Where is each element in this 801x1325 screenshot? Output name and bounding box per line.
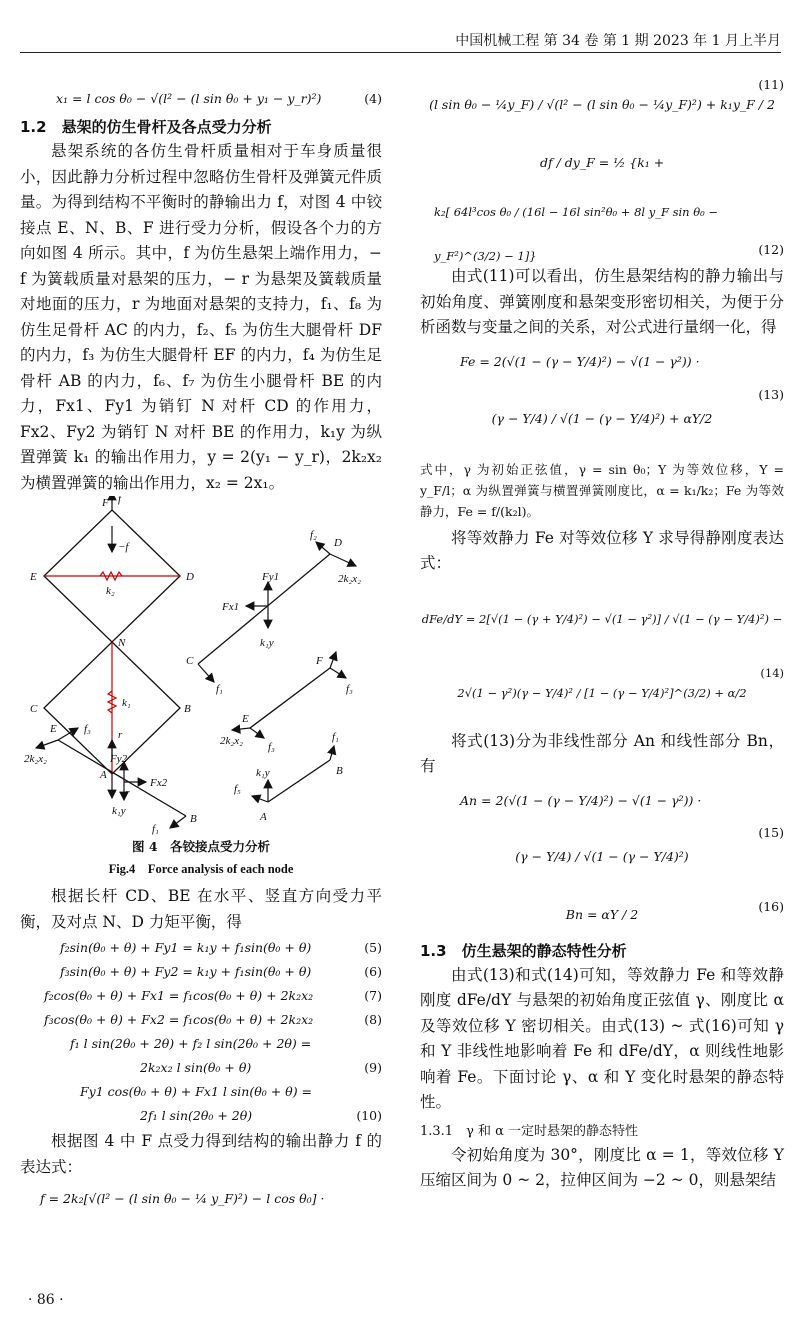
equation-14-line-1: dFe/dY = 2[√(1 − (γ + Y/4)²) − √(1 − γ²)] / √(1 − (γ − Y/4)²) −: [421, 611, 783, 626]
subsection-heading-1-3-1: 1.3.1 γ 和 α 一定时悬架的静态特性: [420, 1123, 639, 1139]
equation-12-line-1: df / dy_F = ½ {k₁ +: [540, 155, 665, 170]
figure-label: k₁y: [260, 637, 274, 649]
figure-label: f₃: [84, 723, 91, 735]
figure-label: C: [30, 703, 38, 715]
equation-5: f₂sin(θ₀ + θ) + Fy1 = k₁y + f₁sin(θ₀ + θ) (5): [60, 940, 382, 955]
figure-label: f₂: [310, 529, 317, 541]
equation-14-line-2: 2√(1 − γ²)(γ − Y/4)² / [1 − (γ − Y/4)²]^(3/2) + α/2 (14): [457, 665, 784, 700]
paragraph-definitions: 式中，γ 为初始正弦值，γ = sin θ₀；Y 为等效位移，Y = y_F/l；α 为纵置弹簧与横置弹簧刚度比，α = k₁/k₂；Fe 为等效静力，Fe = f/(k₂l)。: [420, 461, 784, 519]
paragraph: 根据长杆 CD、BE 在水平、竖直方向受力平衡，及对点 N、D 力矩平衡，得: [20, 887, 382, 931]
figure-label: f₁: [332, 731, 339, 743]
paragraph: 由式(11)可以看出，仿生悬架结构的静力输出与初始角度、弹簧刚度和悬架变形密切相关，为便于分析函数与变量之间的关系，对公式进行量纲一化，得: [420, 267, 784, 336]
figure-label: C: [186, 655, 194, 667]
figure-label: f₃: [346, 683, 353, 695]
equation-15-line-1: An = 2(√(1 − (γ − Y/4)²) − √(1 − γ²)) ·: [460, 792, 702, 808]
page-number: · 86 ·: [28, 1292, 64, 1308]
equation-11: (l sin θ₀ − ¼y_F) / √(l² − (l sin θ₀ − ¼y_F)²) + k₁y_F / 2 (11): [429, 77, 784, 112]
equation-12-line-2: k₂[ 64l³cos θ₀ / (16l − 16l sin²θ₀ + 8l y_F sin θ₀ − y_F²)^(3/2) − 1]}: [434, 205, 719, 263]
figure-4-force-diagram: [20, 496, 382, 836]
figure-label: 2k₂x₂: [220, 735, 243, 747]
left-column: [20, 86, 382, 1212]
figure-label: E: [242, 713, 249, 725]
equation-10-line-2: 2f₁ l sin(2θ₀ + 2θ) (10): [140, 1108, 382, 1123]
figure-label: B: [336, 765, 343, 777]
figure-label: B: [190, 813, 197, 825]
figure-caption-cn: 图 4 各铰接点受力分析: [131, 839, 271, 854]
figure-label: f₁: [152, 823, 159, 835]
section-heading-1-2: 1.2 悬架的仿生骨杆及各点受力分析: [20, 118, 272, 136]
figure-label: Fx2: [150, 777, 168, 789]
figure-label: D: [334, 537, 342, 549]
equation-12-number: (12): [758, 242, 784, 257]
figure-label: A: [100, 769, 107, 781]
equation-15-line-2: (γ − Y/4) / √(1 − (γ − Y/4)²) (15): [515, 824, 784, 864]
figure-label: Fx1: [222, 601, 240, 613]
figure-label: 2k₂x₂: [338, 573, 361, 585]
figure-label: F: [102, 497, 109, 509]
figure-label: B: [184, 703, 191, 715]
figure-label: k₂: [106, 585, 115, 597]
paragraph: 由式(13)和式(14)可知，等效静力 Fe 和等效静刚度 dFe/dY 与悬架的初始角度正弦值 γ、刚度比 α 及等效位移 Y 密切相关。由式(13) ~ 式(16)可知 γ 和 Y 非线性地影响着 Fe 和 dFe/dY，α 则线性地影响着 Fe。下面讨论 γ、α 和 Y 变化时悬架的静态特性。: [420, 965, 784, 1111]
equation-9-line-1: f₁ l sin(2θ₀ + 2θ) + f₂ l sin(2θ₀ + 2θ) =: [70, 1036, 312, 1051]
equation-13-line-1: Fe = 2(√(1 − (γ − Y/4)²) − √(1 − γ²)) ·: [460, 353, 700, 369]
paragraph: 悬架系统的各仿生骨杆质量相对于车身质量很小，因此静力分析过程中忽略仿生骨杆及弹簧元件质量。为得到结构不平衡时的静输出力 f，对图 4 中铰接点 E、N、B、F 进行受力分析，假设各个力的方向如图 4 所示。其中，f 为仿生悬架上端作用力，− f 为簧载质量对悬架的压力，− r 为悬架及簧载质量对地面的压力，r 为地面对悬架的支持力，f₁、f₈ 为仿生足骨杆 AC 的内力，f₂、f₅ 为仿生大腿骨杆 DF 的内力，f₃ 为仿生大腿骨杆 EF 的内力，f₄ 为仿生足骨杆 AB 的内力，f₆、f₇ 为仿生小腿骨杆 BE 的内力，Fx1、Fy1 为销钉 N 对杆 CD 的作用力，Fx2、Fy2 为销钉 N 对杆 BE 的作用力，k₁y 为纵置弹簧 k₁ 的输出作用力，y = 2(y₁ − y_r)，2k₂x₂ 为横置弹簧的输出作用力，x₂ = 2x₁。: [20, 142, 382, 492]
paragraph: 将式(13)分为非线性部分 An 和线性部分 Bn，有: [420, 731, 784, 775]
equation-8: f₃cos(θ₀ + θ) + Fx2 = f₁cos(θ₀ + θ) + 2k₂x₂ (8): [44, 1012, 382, 1027]
equation-4: x₁ = l cos θ₀ − √(l² − (l sin θ₀ + y₁ − y_r)²) (4): [56, 91, 382, 106]
equation-6: f₃sin(θ₀ + θ) + Fy2 = k₁y + f₁sin(θ₀ + θ) (6): [60, 964, 382, 979]
figure-label: Fy1: [262, 571, 280, 583]
equation-16: Bn = αY / 2 (16): [565, 898, 784, 922]
section-heading-1-3: 1.3 仿生悬架的静态特性分析: [420, 941, 627, 960]
figure-label: A: [260, 811, 267, 823]
figure-label: f₃: [268, 741, 275, 753]
figure-label: f: [118, 496, 122, 505]
paragraph: 令初始角度为 30°，刚度比 α = 1，等效位移 Y 压缩区间为 0 ~ 2，拉伸区间为 −2 ~ 0，则悬架结: [420, 1145, 784, 1189]
equation-9-line-2: 2k₂x₂ l sin(θ₀ + θ) (9): [140, 1060, 382, 1075]
figure-label: f₅: [234, 783, 241, 795]
figure-label: k₁y: [112, 805, 126, 817]
figure-caption-en: Fig.4 Force analysis of each node: [108, 862, 294, 876]
figure-label: F: [316, 655, 323, 667]
paragraph: 将等效静力 Fe 对等效位移 Y 求导得静刚度表达式：: [420, 528, 784, 572]
equation-10-line-1: Fy1 cos(θ₀ + θ) + Fx1 l sin(θ₀ + θ) =: [80, 1084, 313, 1099]
figure-label: D: [186, 571, 194, 583]
figure-label: −f: [118, 541, 129, 553]
figure-label: E: [50, 723, 57, 735]
equation-13-line-2: (γ − Y/4) / √(1 − (γ − Y/4)²) + αY/2 (13): [491, 386, 784, 426]
figure-label: E: [30, 571, 37, 583]
figure-label: Fy2: [110, 753, 128, 765]
figure-label: k₁: [122, 697, 131, 709]
right-column: [420, 70, 784, 1194]
figure-label: −r: [118, 787, 130, 799]
figure-label: r: [118, 729, 123, 741]
figure-label: f₁: [216, 683, 223, 695]
force-diagram-svg: [20, 496, 382, 836]
running-header: 中国机械工程 第 34 卷 第 1 期 2023 年 1 月上半月: [20, 30, 781, 53]
figure-label: 2k₂x₂: [24, 753, 47, 765]
paragraph: 根据图 4 中 F 点受力得到结构的输出静力 f 的表达式：: [20, 1132, 382, 1176]
figure-label: k₁y: [256, 767, 270, 779]
equation-f: f = 2k₂[√(l² − (l sin θ₀ − ¼ y_F)²) − l cos θ₀] ·: [40, 1191, 325, 1206]
equation-7: f₂cos(θ₀ + θ) + Fx1 = f₁cos(θ₀ + θ) + 2k₂x₂ (7): [44, 988, 382, 1003]
figure-label: N: [118, 637, 126, 649]
